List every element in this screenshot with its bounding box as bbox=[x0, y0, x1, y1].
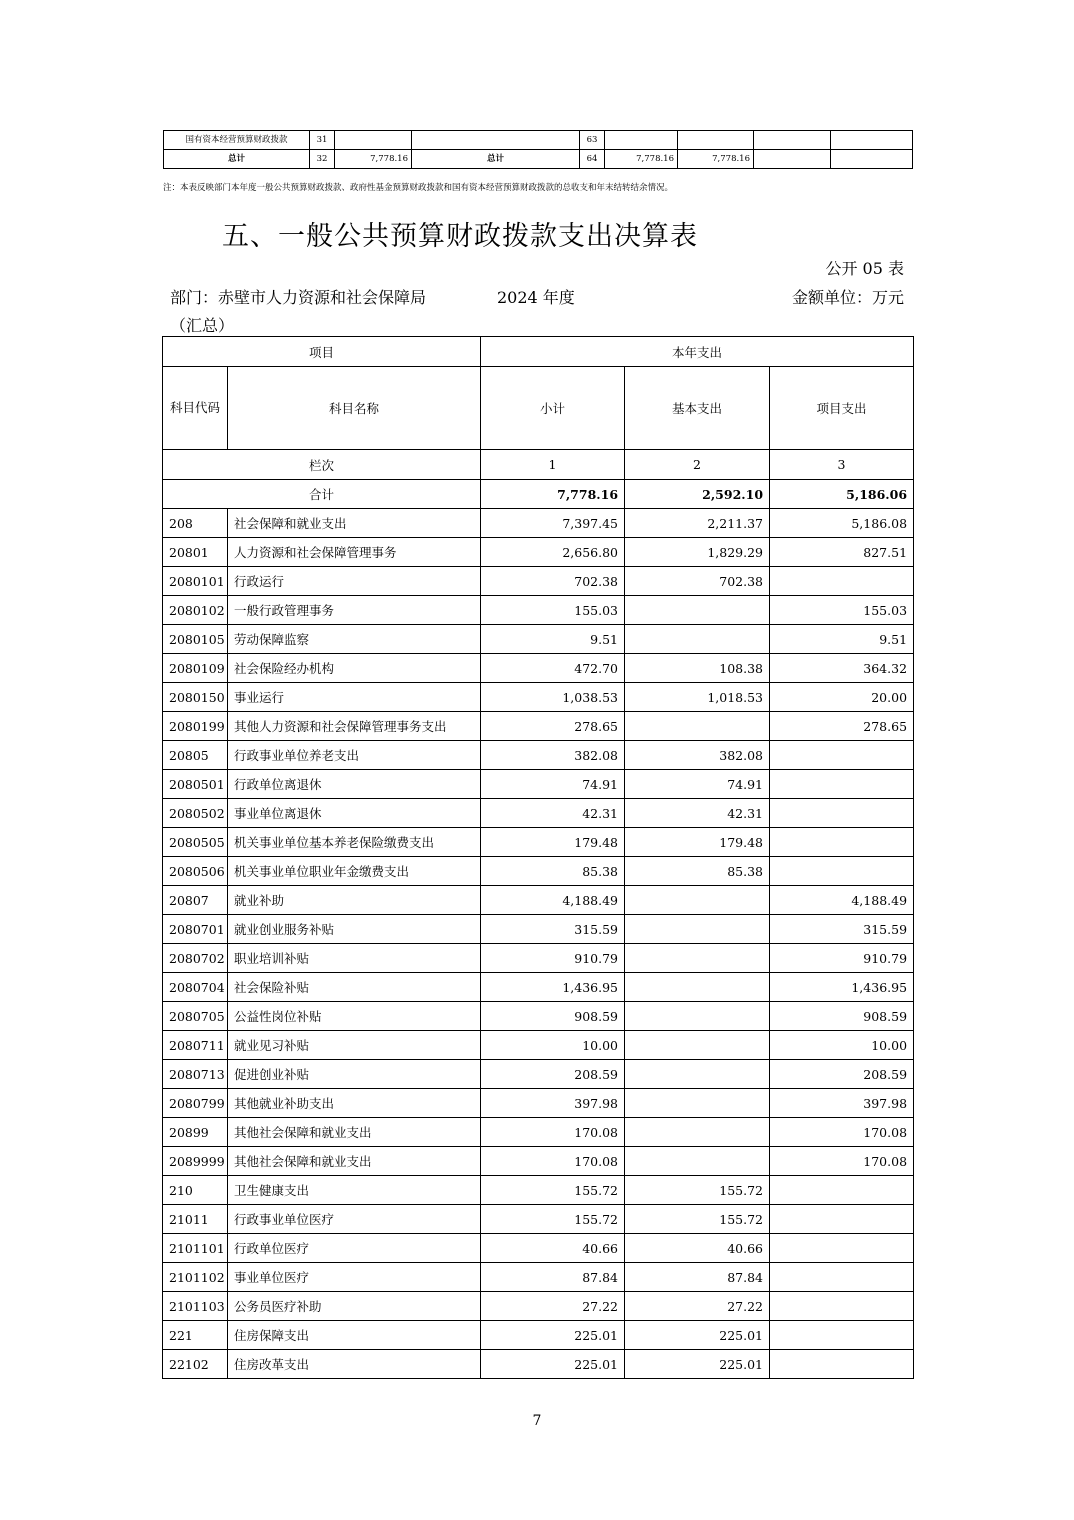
row-name: 机关事业单位职业年金缴费支出 bbox=[228, 857, 481, 886]
row-code: 2089999 bbox=[163, 1147, 228, 1176]
row-name: 就业创业服务补贴 bbox=[228, 915, 481, 944]
header-column-no: 栏次 bbox=[163, 450, 481, 480]
row-project: 10.00 bbox=[770, 1031, 914, 1060]
row-subtotal: 702.38 bbox=[481, 567, 625, 596]
top-row-num: 31 bbox=[310, 131, 335, 150]
row-name: 一般行政管理事务 bbox=[228, 596, 481, 625]
row-basic: 108.38 bbox=[625, 654, 770, 683]
row-project: 1,436.95 bbox=[770, 973, 914, 1002]
row-basic bbox=[625, 712, 770, 741]
row-name: 就业补助 bbox=[228, 886, 481, 915]
row-basic: 27.22 bbox=[625, 1292, 770, 1321]
top-row-num: 32 bbox=[310, 150, 335, 169]
row-project: 827.51 bbox=[770, 538, 914, 567]
row-code: 2080105 bbox=[163, 625, 228, 654]
row-code: 2080102 bbox=[163, 596, 228, 625]
table-row bbox=[163, 770, 914, 799]
row-code: 2080501 bbox=[163, 770, 228, 799]
row-project bbox=[770, 567, 914, 596]
table-row bbox=[163, 886, 914, 915]
table-row bbox=[163, 1176, 914, 1205]
table-row bbox=[163, 1118, 914, 1147]
header-current-expense: 本年支出 bbox=[481, 337, 914, 367]
row-subtotal: 9.51 bbox=[481, 625, 625, 654]
row-project bbox=[770, 1321, 914, 1350]
row-code: 2101102 bbox=[163, 1263, 228, 1292]
form-number: 公开 05 表 bbox=[825, 259, 904, 278]
table-row bbox=[163, 828, 914, 857]
row-subtotal: 42.31 bbox=[481, 799, 625, 828]
total-subtotal: 7,778.16 bbox=[481, 480, 625, 509]
header-code: 科目代码 bbox=[163, 367, 228, 450]
header-basic: 基本支出 bbox=[625, 367, 770, 450]
row-project bbox=[770, 799, 914, 828]
row-basic: 155.72 bbox=[625, 1205, 770, 1234]
row-project bbox=[770, 741, 914, 770]
unit-label: 金额单位：万元 bbox=[791, 288, 904, 307]
row-name: 人力资源和社会保障管理事务 bbox=[228, 538, 481, 567]
top-row-v4 bbox=[831, 131, 913, 150]
row-basic: 155.72 bbox=[625, 1176, 770, 1205]
row-basic: 702.38 bbox=[625, 567, 770, 596]
row-code: 2080711 bbox=[163, 1031, 228, 1060]
table-row bbox=[163, 538, 914, 567]
row-project bbox=[770, 828, 914, 857]
row-subtotal: 179.48 bbox=[481, 828, 625, 857]
table-row bbox=[163, 1060, 914, 1089]
row-name: 住房改革支出 bbox=[228, 1350, 481, 1379]
row-subtotal: 155.03 bbox=[481, 596, 625, 625]
row-basic bbox=[625, 973, 770, 1002]
top-row-right-num: 64 bbox=[580, 150, 605, 169]
row-subtotal: 2,656.80 bbox=[481, 538, 625, 567]
row-name: 行政运行 bbox=[228, 567, 481, 596]
row-code: 2080150 bbox=[163, 683, 228, 712]
row-subtotal: 382.08 bbox=[481, 741, 625, 770]
row-name: 住房保障支出 bbox=[228, 1321, 481, 1350]
row-basic: 40.66 bbox=[625, 1234, 770, 1263]
row-code: 2080704 bbox=[163, 973, 228, 1002]
top-table-row bbox=[164, 150, 913, 169]
row-subtotal: 10.00 bbox=[481, 1031, 625, 1060]
table-row bbox=[163, 741, 914, 770]
row-subtotal: 155.72 bbox=[481, 1205, 625, 1234]
row-code: 20805 bbox=[163, 741, 228, 770]
row-project: 155.03 bbox=[770, 596, 914, 625]
row-code: 221 bbox=[163, 1321, 228, 1350]
row-project: 908.59 bbox=[770, 1002, 914, 1031]
table-row bbox=[163, 1234, 914, 1263]
row-code: 2080109 bbox=[163, 654, 228, 683]
row-basic: 74.91 bbox=[625, 770, 770, 799]
row-subtotal: 1,436.95 bbox=[481, 973, 625, 1002]
row-code: 210 bbox=[163, 1176, 228, 1205]
row-code: 2101101 bbox=[163, 1234, 228, 1263]
header-row bbox=[163, 450, 914, 480]
row-subtotal: 397.98 bbox=[481, 1089, 625, 1118]
top-row-v2 bbox=[678, 131, 754, 150]
table-row bbox=[163, 1002, 914, 1031]
row-basic bbox=[625, 915, 770, 944]
row-code: 2101103 bbox=[163, 1292, 228, 1321]
row-project: 170.08 bbox=[770, 1147, 914, 1176]
row-subtotal: 4,188.49 bbox=[481, 886, 625, 915]
table-row bbox=[163, 1147, 914, 1176]
row-code: 2080799 bbox=[163, 1089, 228, 1118]
expense-table bbox=[162, 336, 914, 1379]
row-basic: 225.01 bbox=[625, 1350, 770, 1379]
top-table-row bbox=[164, 131, 913, 150]
table-row bbox=[163, 1031, 914, 1060]
row-code: 2080713 bbox=[163, 1060, 228, 1089]
top-row-v3 bbox=[754, 150, 831, 169]
row-basic: 85.38 bbox=[625, 857, 770, 886]
row-basic: 225.01 bbox=[625, 1321, 770, 1350]
row-subtotal: 7,397.45 bbox=[481, 509, 625, 538]
table-row bbox=[163, 1263, 914, 1292]
top-row-label: 国有资本经营预算财政拨款 bbox=[164, 131, 310, 150]
table-row bbox=[163, 625, 914, 654]
table-row bbox=[163, 654, 914, 683]
header-name: 科目名称 bbox=[228, 367, 481, 450]
row-name: 职业培训补贴 bbox=[228, 944, 481, 973]
row-basic bbox=[625, 1060, 770, 1089]
row-code: 2080505 bbox=[163, 828, 228, 857]
row-code: 2080101 bbox=[163, 567, 228, 596]
row-basic bbox=[625, 1089, 770, 1118]
row-basic bbox=[625, 625, 770, 654]
row-subtotal: 74.91 bbox=[481, 770, 625, 799]
header-col3: 3 bbox=[770, 450, 914, 480]
row-project bbox=[770, 1263, 914, 1292]
row-project: 208.59 bbox=[770, 1060, 914, 1089]
row-code: 2080701 bbox=[163, 915, 228, 944]
top-row-v4 bbox=[831, 150, 913, 169]
row-basic bbox=[625, 1118, 770, 1147]
row-project bbox=[770, 1176, 914, 1205]
top-row-amount: 7,778.16 bbox=[335, 150, 412, 169]
row-name: 事业单位医疗 bbox=[228, 1263, 481, 1292]
row-subtotal: 208.59 bbox=[481, 1060, 625, 1089]
total-project: 5,186.06 bbox=[770, 480, 914, 509]
top-summary-table bbox=[163, 130, 913, 169]
row-basic: 42.31 bbox=[625, 799, 770, 828]
table-row bbox=[163, 567, 914, 596]
table-row bbox=[163, 509, 914, 538]
row-project bbox=[770, 770, 914, 799]
total-basic: 2,592.10 bbox=[625, 480, 770, 509]
table-row bbox=[163, 1350, 914, 1379]
table-row bbox=[163, 1292, 914, 1321]
row-code: 22102 bbox=[163, 1350, 228, 1379]
row-code: 20899 bbox=[163, 1118, 228, 1147]
row-project: 397.98 bbox=[770, 1089, 914, 1118]
table-row bbox=[163, 596, 914, 625]
table-row bbox=[163, 1321, 914, 1350]
header-col1: 1 bbox=[481, 450, 625, 480]
row-basic bbox=[625, 944, 770, 973]
table-row bbox=[163, 1089, 914, 1118]
table-row bbox=[163, 799, 914, 828]
row-name: 社会保险补贴 bbox=[228, 973, 481, 1002]
total-row bbox=[163, 480, 914, 509]
row-basic: 87.84 bbox=[625, 1263, 770, 1292]
row-project: 20.00 bbox=[770, 683, 914, 712]
header-row bbox=[163, 367, 914, 450]
row-subtotal: 170.08 bbox=[481, 1147, 625, 1176]
row-name: 公务员医疗补助 bbox=[228, 1292, 481, 1321]
table-row bbox=[163, 683, 914, 712]
row-project: 9.51 bbox=[770, 625, 914, 654]
row-basic bbox=[625, 1147, 770, 1176]
row-subtotal: 85.38 bbox=[481, 857, 625, 886]
row-name: 社会保险经办机构 bbox=[228, 654, 481, 683]
row-name: 事业运行 bbox=[228, 683, 481, 712]
row-code: 20801 bbox=[163, 538, 228, 567]
row-subtotal: 315.59 bbox=[481, 915, 625, 944]
row-basic: 1,018.53 bbox=[625, 683, 770, 712]
row-subtotal: 225.01 bbox=[481, 1321, 625, 1350]
row-basic: 179.48 bbox=[625, 828, 770, 857]
row-subtotal: 910.79 bbox=[481, 944, 625, 973]
row-project: 4,188.49 bbox=[770, 886, 914, 915]
row-code: 20807 bbox=[163, 886, 228, 915]
row-name: 事业单位离退休 bbox=[228, 799, 481, 828]
row-subtotal: 225.01 bbox=[481, 1350, 625, 1379]
table-row bbox=[163, 973, 914, 1002]
row-name: 其他社会保障和就业支出 bbox=[228, 1147, 481, 1176]
row-project bbox=[770, 1292, 914, 1321]
row-basic bbox=[625, 596, 770, 625]
row-subtotal: 27.22 bbox=[481, 1292, 625, 1321]
row-basic bbox=[625, 1031, 770, 1060]
row-code: 2080702 bbox=[163, 944, 228, 973]
table-row bbox=[163, 857, 914, 886]
table-row bbox=[163, 712, 914, 741]
row-name: 行政单位离退休 bbox=[228, 770, 481, 799]
row-subtotal: 278.65 bbox=[481, 712, 625, 741]
top-row-v3 bbox=[754, 131, 831, 150]
row-subtotal: 87.84 bbox=[481, 1263, 625, 1292]
row-project: 5,186.08 bbox=[770, 509, 914, 538]
header-project: 项目 bbox=[163, 337, 481, 367]
top-row-right-label bbox=[412, 131, 580, 150]
row-code: 2080705 bbox=[163, 1002, 228, 1031]
top-row-right-label: 总计 bbox=[412, 150, 580, 169]
row-basic: 1,829.29 bbox=[625, 538, 770, 567]
header-subtotal: 小计 bbox=[481, 367, 625, 450]
row-name: 其他社会保障和就业支出 bbox=[228, 1118, 481, 1147]
row-name: 社会保障和就业支出 bbox=[228, 509, 481, 538]
table-row bbox=[163, 915, 914, 944]
row-name: 卫生健康支出 bbox=[228, 1176, 481, 1205]
row-subtotal: 908.59 bbox=[481, 1002, 625, 1031]
row-name: 促进创业补贴 bbox=[228, 1060, 481, 1089]
row-name: 机关事业单位基本养老保险缴费支出 bbox=[228, 828, 481, 857]
table-note: 注：本表反映部门本年度一般公共预算财政拨款、政府性基金预算财政拨款和国有资本经营预算财政拨款的总收支和年末结转结余情况。 bbox=[163, 183, 674, 193]
row-project bbox=[770, 1205, 914, 1234]
header-row bbox=[163, 337, 914, 367]
row-project: 315.59 bbox=[770, 915, 914, 944]
table-row bbox=[163, 944, 914, 973]
row-subtotal: 1,038.53 bbox=[481, 683, 625, 712]
top-row-amount bbox=[335, 131, 412, 150]
top-row-label: 总计 bbox=[164, 150, 310, 169]
row-project bbox=[770, 1234, 914, 1263]
row-basic: 2,211.37 bbox=[625, 509, 770, 538]
row-subtotal: 40.66 bbox=[481, 1234, 625, 1263]
department-label: 部门：赤壁市人力资源和社会保障局（汇总） bbox=[170, 288, 427, 335]
page-title: 五、一般公共预算财政拨款支出决算表 bbox=[222, 221, 698, 252]
row-code: 2080502 bbox=[163, 799, 228, 828]
row-basic bbox=[625, 1002, 770, 1031]
row-name: 行政事业单位养老支出 bbox=[228, 741, 481, 770]
top-row-v2: 7,778.16 bbox=[678, 150, 754, 169]
row-code: 2080506 bbox=[163, 857, 228, 886]
row-project: 364.32 bbox=[770, 654, 914, 683]
top-row-v1: 7,778.16 bbox=[605, 150, 678, 169]
top-row-right-num: 63 bbox=[580, 131, 605, 150]
table-row bbox=[163, 1205, 914, 1234]
row-project: 170.08 bbox=[770, 1118, 914, 1147]
row-name: 劳动保障监察 bbox=[228, 625, 481, 654]
row-name: 就业见习补贴 bbox=[228, 1031, 481, 1060]
row-subtotal: 472.70 bbox=[481, 654, 625, 683]
row-code: 2080199 bbox=[163, 712, 228, 741]
row-name: 行政单位医疗 bbox=[228, 1234, 481, 1263]
row-project: 278.65 bbox=[770, 712, 914, 741]
row-project: 910.79 bbox=[770, 944, 914, 973]
row-subtotal: 155.72 bbox=[481, 1176, 625, 1205]
total-label: 合计 bbox=[163, 480, 481, 509]
year-label: 2024 年度 bbox=[497, 288, 575, 307]
row-project bbox=[770, 1350, 914, 1379]
page-number: 7 bbox=[532, 1413, 542, 1429]
top-row-v1 bbox=[605, 131, 678, 150]
row-name: 其他就业补助支出 bbox=[228, 1089, 481, 1118]
table-body bbox=[163, 509, 914, 1379]
row-name: 其他人力资源和社会保障管理事务支出 bbox=[228, 712, 481, 741]
row-basic: 382.08 bbox=[625, 741, 770, 770]
row-name: 行政事业单位医疗 bbox=[228, 1205, 481, 1234]
row-basic bbox=[625, 886, 770, 915]
header-project-expense: 项目支出 bbox=[770, 367, 914, 450]
header-col2: 2 bbox=[625, 450, 770, 480]
row-code: 208 bbox=[163, 509, 228, 538]
row-project bbox=[770, 857, 914, 886]
row-subtotal: 170.08 bbox=[481, 1118, 625, 1147]
row-code: 21011 bbox=[163, 1205, 228, 1234]
row-name: 公益性岗位补贴 bbox=[228, 1002, 481, 1031]
